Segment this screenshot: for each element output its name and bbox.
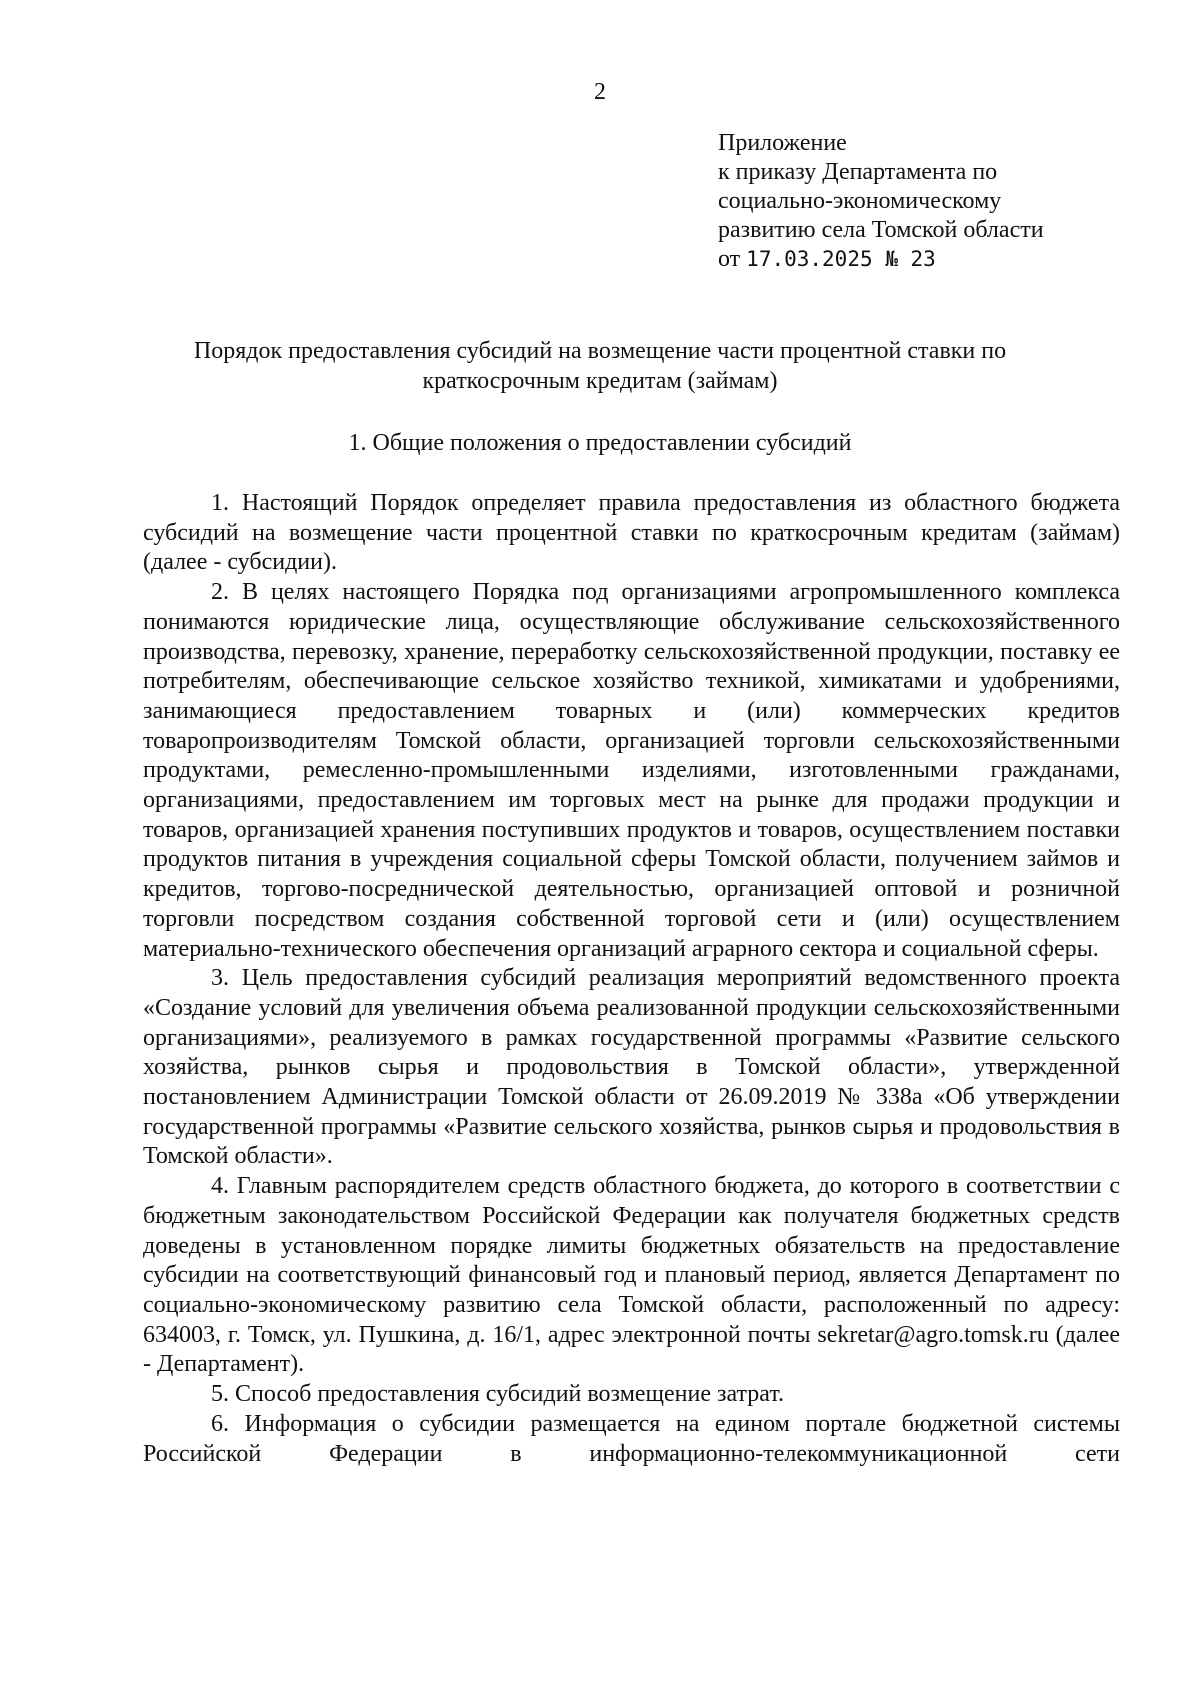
paragraph-text: В целях настоящего Порядка под организациями агропромышленного комплекса понимаются юридические лица, осуществляющие обслуживание сельскохозяйственного производства, перевозку, хранение, переработку сельскохозяйственной продукции, поставку ее потребителям, обеспечивающие сельское хозяйство техникой, химикатами и удобрениями, занимающиеся предоставлением товарных и (или) коммерческих кредитов товаропроизводителям Томской области, организацией торговли сельскохозяйственными продуктами, ремесленно-промышленными изделиями, изготовленными гражданами, организациями, предоставлением им торговых мест на рынке для продажи продукции и товаров, организацией хранения поступивших продуктов и товаров, осуществлением поставки продуктов питания в учреждения социальной сферы Томской области, получением займов и кредитов, торгово-посреднической деятельностью, организацией оптовой и розничной торговли посредством создания собственной торговой сети и (или) осуществлением материально-технического обеспечения организаций аграрного сектора и социальной сферы. (143, 579, 1121, 962)
appendix-order-date-number: 17.03.2025 № 23 (746, 247, 936, 271)
appendix-block (718, 129, 1158, 274)
appendix-line: к приказу Департамента по (718, 159, 998, 185)
paragraph-number: 6. (211, 1410, 229, 1437)
paragraph-5 (143, 1380, 1120, 1410)
paragraph-text: Главным распорядителем средств областного бюджета, до которого в соответствии с бюджетным законодательством Российской Федерации как получателя бюджетных средств доведены в установленном порядке лимиты бюджетных обязательств на предоставление субсидии на соответствующий финансовый год и плановый период, является Департамент по социально-экономическому развитию села Томской области, расположенный по адресу: 634003, г. Томск, ул. Пушкина, д. 16/1, адрес электронной почты sekretar@agro.tomsk.ru (далее - Департамент). (143, 1173, 1120, 1378)
paragraph-number: 4. (211, 1173, 229, 1200)
paragraph-text: Информация о субсидии размещается на едином портале бюджетной системы Российской Федерации в информационно-телекоммуникационной сети (143, 1410, 1120, 1467)
paragraph-text: Способ предоставления субсидий возмещение затрат. (235, 1381, 785, 1408)
paragraph-number: 5. (211, 1381, 229, 1408)
paragraph-number: 1. (211, 490, 229, 516)
paragraph-number: 3. (211, 965, 229, 992)
document-title: Порядок предоставления субсидий на возмещение части процентной ставки по краткосрочным кредитам (займам) (193, 338, 1007, 394)
appendix-line: развитию села Томской области (718, 217, 1044, 243)
section-heading: 1. Общие положения о предоставлении субсидий (348, 430, 852, 456)
paragraph-4 (143, 1172, 1120, 1380)
appendix-line: социально-экономическому (718, 188, 1002, 214)
appendix-line: Приложение (718, 130, 847, 156)
appendix-date-line (718, 245, 1158, 274)
paragraph-3 (143, 964, 1120, 1172)
paragraph-number: 2. (211, 579, 229, 606)
paragraph-text: Настоящий Порядок определяет правила предоставления из областного бюджета субсидий на возмещение части процентной ставки по краткосрочным кредитам (займам) (далее - субсидии). (143, 490, 1120, 576)
paragraph-6 (143, 1410, 1120, 1469)
paragraph-text: Цель предоставления субсидий реализация мероприятий ведомственного проекта «Создание условий для увеличения объема реализованной продукции сельскохозяйственными организациями», реализуемого в рамках государственной программы «Развитие сельского хозяйства, рынков сырья и продовольствия в Томской области», утвержденной постановлением Администрации Томской области от 26.09.2019 № 338а «Об утверждении государственной программы «Развитие сельского хозяйства, рынков сырья и продовольствия в Томской области». (143, 965, 1121, 1170)
appendix-date-prefix: от (718, 246, 747, 272)
page-number: 2 (594, 79, 606, 105)
paragraph-2 (143, 578, 1120, 964)
paragraph-1 (143, 489, 1120, 578)
body-text (143, 489, 1120, 1469)
